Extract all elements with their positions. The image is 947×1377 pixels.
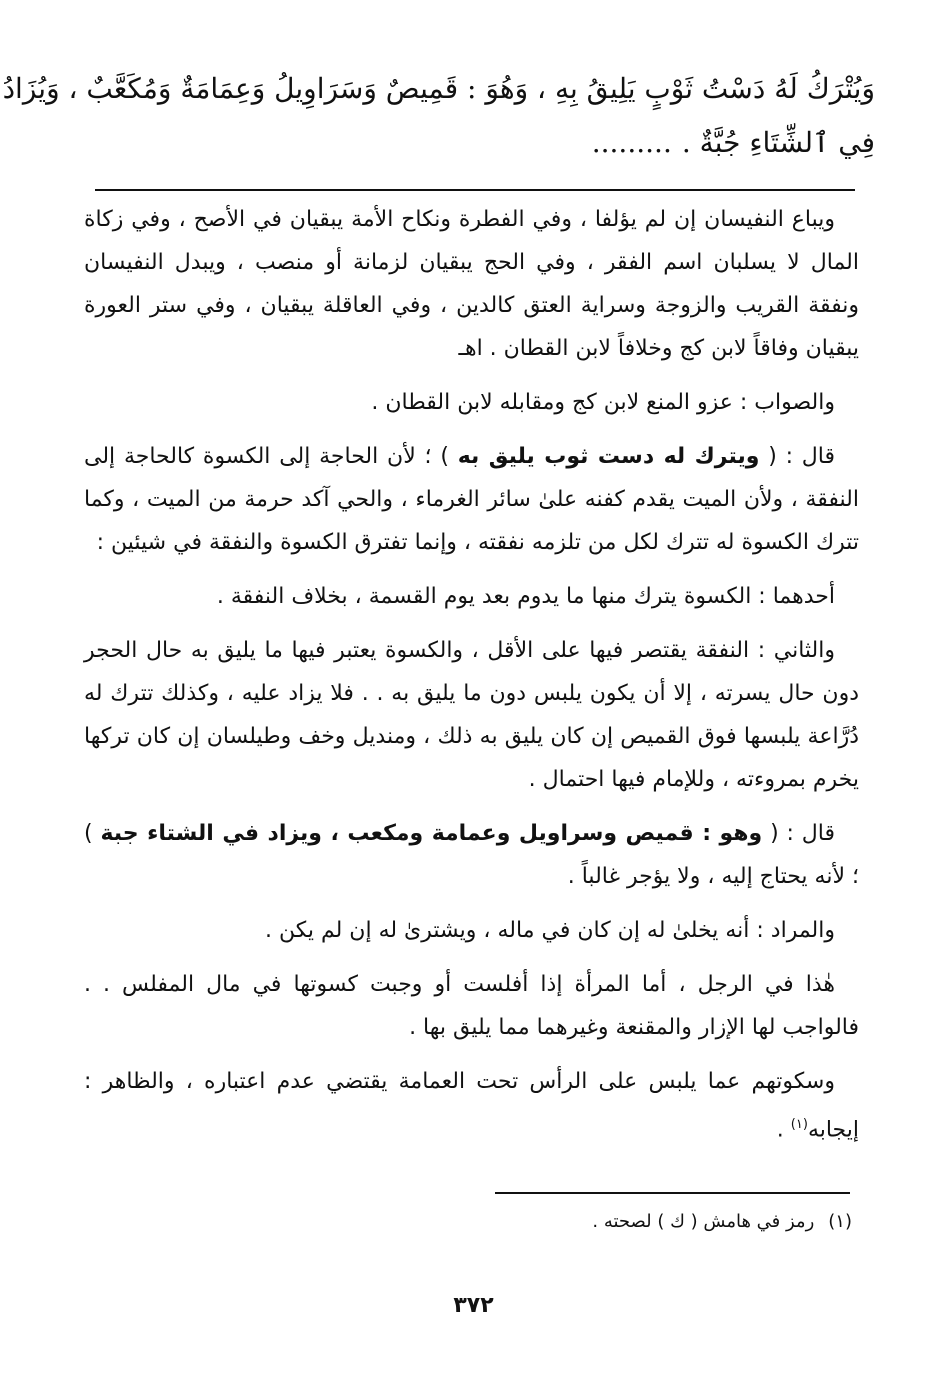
paragraph-4: أحدهما : الكسوة يترك منها ما يدوم بعد يوم القسمة ، بخلاف النفقة . xyxy=(216,584,835,609)
paragraph-9 xyxy=(84,1060,859,1151)
paragraph-6-lead: قال : ( xyxy=(762,821,836,846)
paragraph-1: ويباع النفيسان إن لم يؤلفا ، وفي الفطرة ونكاح الأمة يبقيان في الأصح ، وفي زكاة المال لا يسلبان اسم الفقر ، وفي الحج يبقيان لزمانة أو منصب ، ويبدل النفيسان ونفقة القريب والزوجة وسراية العتق كالدين ، وفي العاقلة يبقيان ، وفي ستر العورة يبقيان وفاقاً لابن كج وخلافاً لابن القطان . اهـ xyxy=(84,207,859,361)
footnote xyxy=(152,1206,852,1238)
footnote-number: (١) xyxy=(828,1211,852,1232)
paragraph-9-end: . xyxy=(776,1117,791,1143)
page-number: ٣٧٢ xyxy=(453,1293,494,1318)
paragraph-2: والصواب : عزو المنع لابن كج ومقابله لابن القطان . xyxy=(371,390,835,415)
commentary-text xyxy=(84,198,859,1162)
matn-line-2 xyxy=(95,116,875,170)
matn-quote-2: وهو : قميص وسراويل وعمامة ومكعب ، ويزاد في الشتاء جبة xyxy=(100,821,763,846)
footnote-reference[interactable]: (١) xyxy=(790,1117,808,1132)
paragraph-3-lead: قال : ( xyxy=(759,444,835,469)
matn-text xyxy=(2,62,875,170)
paragraph-6-rest: ) ؛ لأنه يحتاج إليه ، ولا يؤجر غالباً . xyxy=(84,821,859,889)
footnote-separator xyxy=(495,1192,850,1194)
paragraph-5: والثاني : النفقة يقتصر فيها على الأقل ، والكسوة يعتبر فيها ما يليق به حال الحجر دون حال يسرته ، إلا أن يكون يلبس دون ما يليق به . . فلا يزاد عليه ، وكذلك تترك له دُرَّاعة يلبسها فوق القميص إن كان يليق به ذلك ، ومنديل وخف وطيلسان إن كان تركها يخرم بمروءته ، وللإمام فيها احتمال . xyxy=(84,638,859,792)
paragraph-8: هٰذا في الرجل ، أما المرأة إذا أفلست أو وجبت كسوتها في مال المفلس . . فالواجب لها الإزار والمقنعة وغيرهما مما يليق بها . xyxy=(84,972,859,1040)
paragraph-7: والمراد : أنه يخلىٰ له إن كان في ماله ، ويشترىٰ له إن لم يكن . xyxy=(264,918,835,943)
paragraph-6 xyxy=(84,812,859,898)
separator-rule xyxy=(95,189,855,191)
paragraph-3-rest: ) ؛ لأن الحاجة إلى الكسوة كالحاجة إلى النفقة ، ولأن الميت يقدم كفنه علىٰ سائر الغرماء ، والحي آكد حرمة من الميت ، وكما تترك الكسوة له تترك لكل من تلزمه نفقته ، وإنما تفترق الكسوة والنفقة في شيئين : xyxy=(84,444,859,555)
matn-dots: ......... xyxy=(591,126,672,159)
footnote-text: رمز في هامش ( ك ) لصحته . xyxy=(592,1211,815,1232)
matn-quote-1: ويترك له دست ثوب يليق به xyxy=(457,444,760,469)
matn-line-2-text: فِي ٱلشِّتَاءِ جُبَّةٌ . xyxy=(681,126,875,159)
paragraph-3 xyxy=(84,435,859,564)
paragraph-9-text: وسكوتهم عما يلبس على الرأس تحت العمامة يقتضي عدم اعتباره ، والظاهر : إيجابه xyxy=(84,1069,859,1143)
matn-line-1: وَيُتْرَكُ لَهُ دَسْتُ ثَوْبٍ يَلِيقُ بِهِ ، وَهُوَ : قَمِيصٌ وَسَرَاوِيلُ وَعِمَامَةٌ وَمُكَعَّبٌ ، وَيُزَادُ xyxy=(2,72,875,105)
